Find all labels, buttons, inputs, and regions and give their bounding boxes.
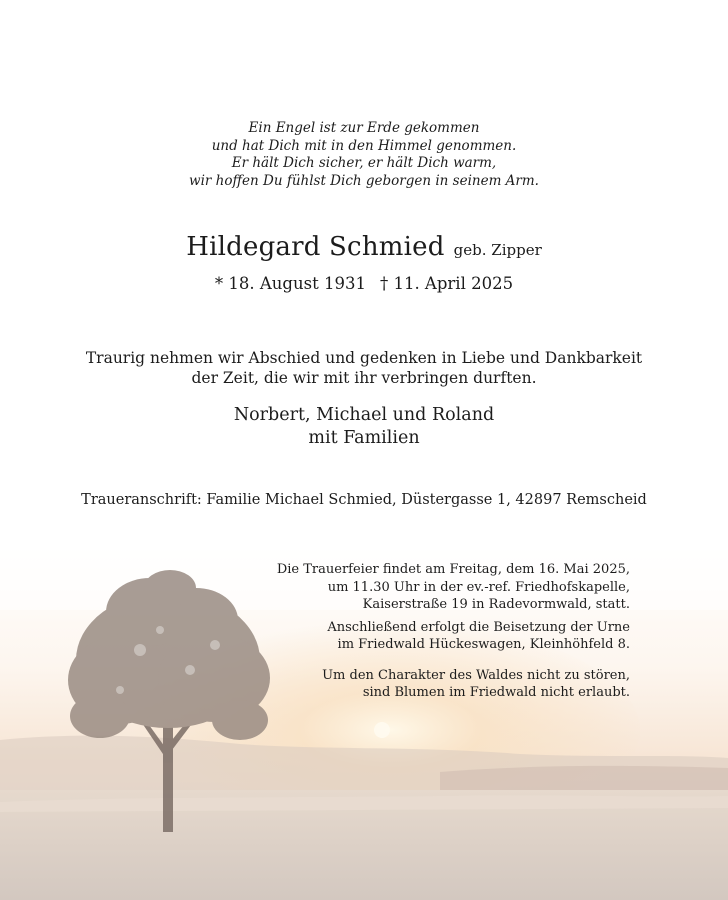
service-line: Die Trauerfeier findet am Freitag, dem 16. Mai 2025, [276,562,630,577]
service-line: um 11.30 Uhr in der ev.-ref. Friedhofskapelle, [327,579,630,595]
poem-line: Ein Engel ist zur Erde gekommen [248,120,480,136]
birth-date: * 18. August 1931 [214,274,366,293]
poem-line: wir hoffen Du fühlst Dich geborgen in seinem Arm. [189,172,539,189]
poem [0,120,728,190]
burial-line: im Friedwald Hückeswagen, Kleinhöhfeld 8. [337,637,630,652]
family-line: mit Familien [308,428,420,448]
flowers-note-line: Um den Charakter des Waldes nicht zu stören, [322,667,630,683]
deceased-name-line [0,232,728,262]
family-line: Norbert, Michael und Roland [233,405,495,425]
mourning-line: der Zeit, die wir mit ihr verbringen durften. [191,369,537,387]
burial-line: Anschließend erfolgt die Beisetzung der Urne [327,619,630,635]
deceased-name: Hildegard Schmied [186,232,445,262]
poem-line: Er hält Dich sicher, er hält Dich warm, [231,155,497,171]
maiden-name: geb. Zipper [453,241,542,259]
mourning-address: Traueranschrift: Familie Michael Schmied, Düstergasse 1, 42897 Remscheid [81,492,647,508]
life-dates [0,274,728,293]
service-line: Kaiserstraße 19 in Radevormwald, statt. [362,597,630,612]
mourning-text [0,348,728,388]
service-info [210,561,630,702]
flowers-note-line: sind Blumen im Friedwald nicht erlaubt. [362,685,630,700]
mourning-line: Traurig nehmen wir Abschied und gedenken in Liebe und Dankbarkeit [85,349,643,367]
family-signature [0,404,728,450]
death-date: † 11. April 2025 [379,274,514,293]
poem-line: und hat Dich mit in den Himmel genommen. [211,137,517,154]
